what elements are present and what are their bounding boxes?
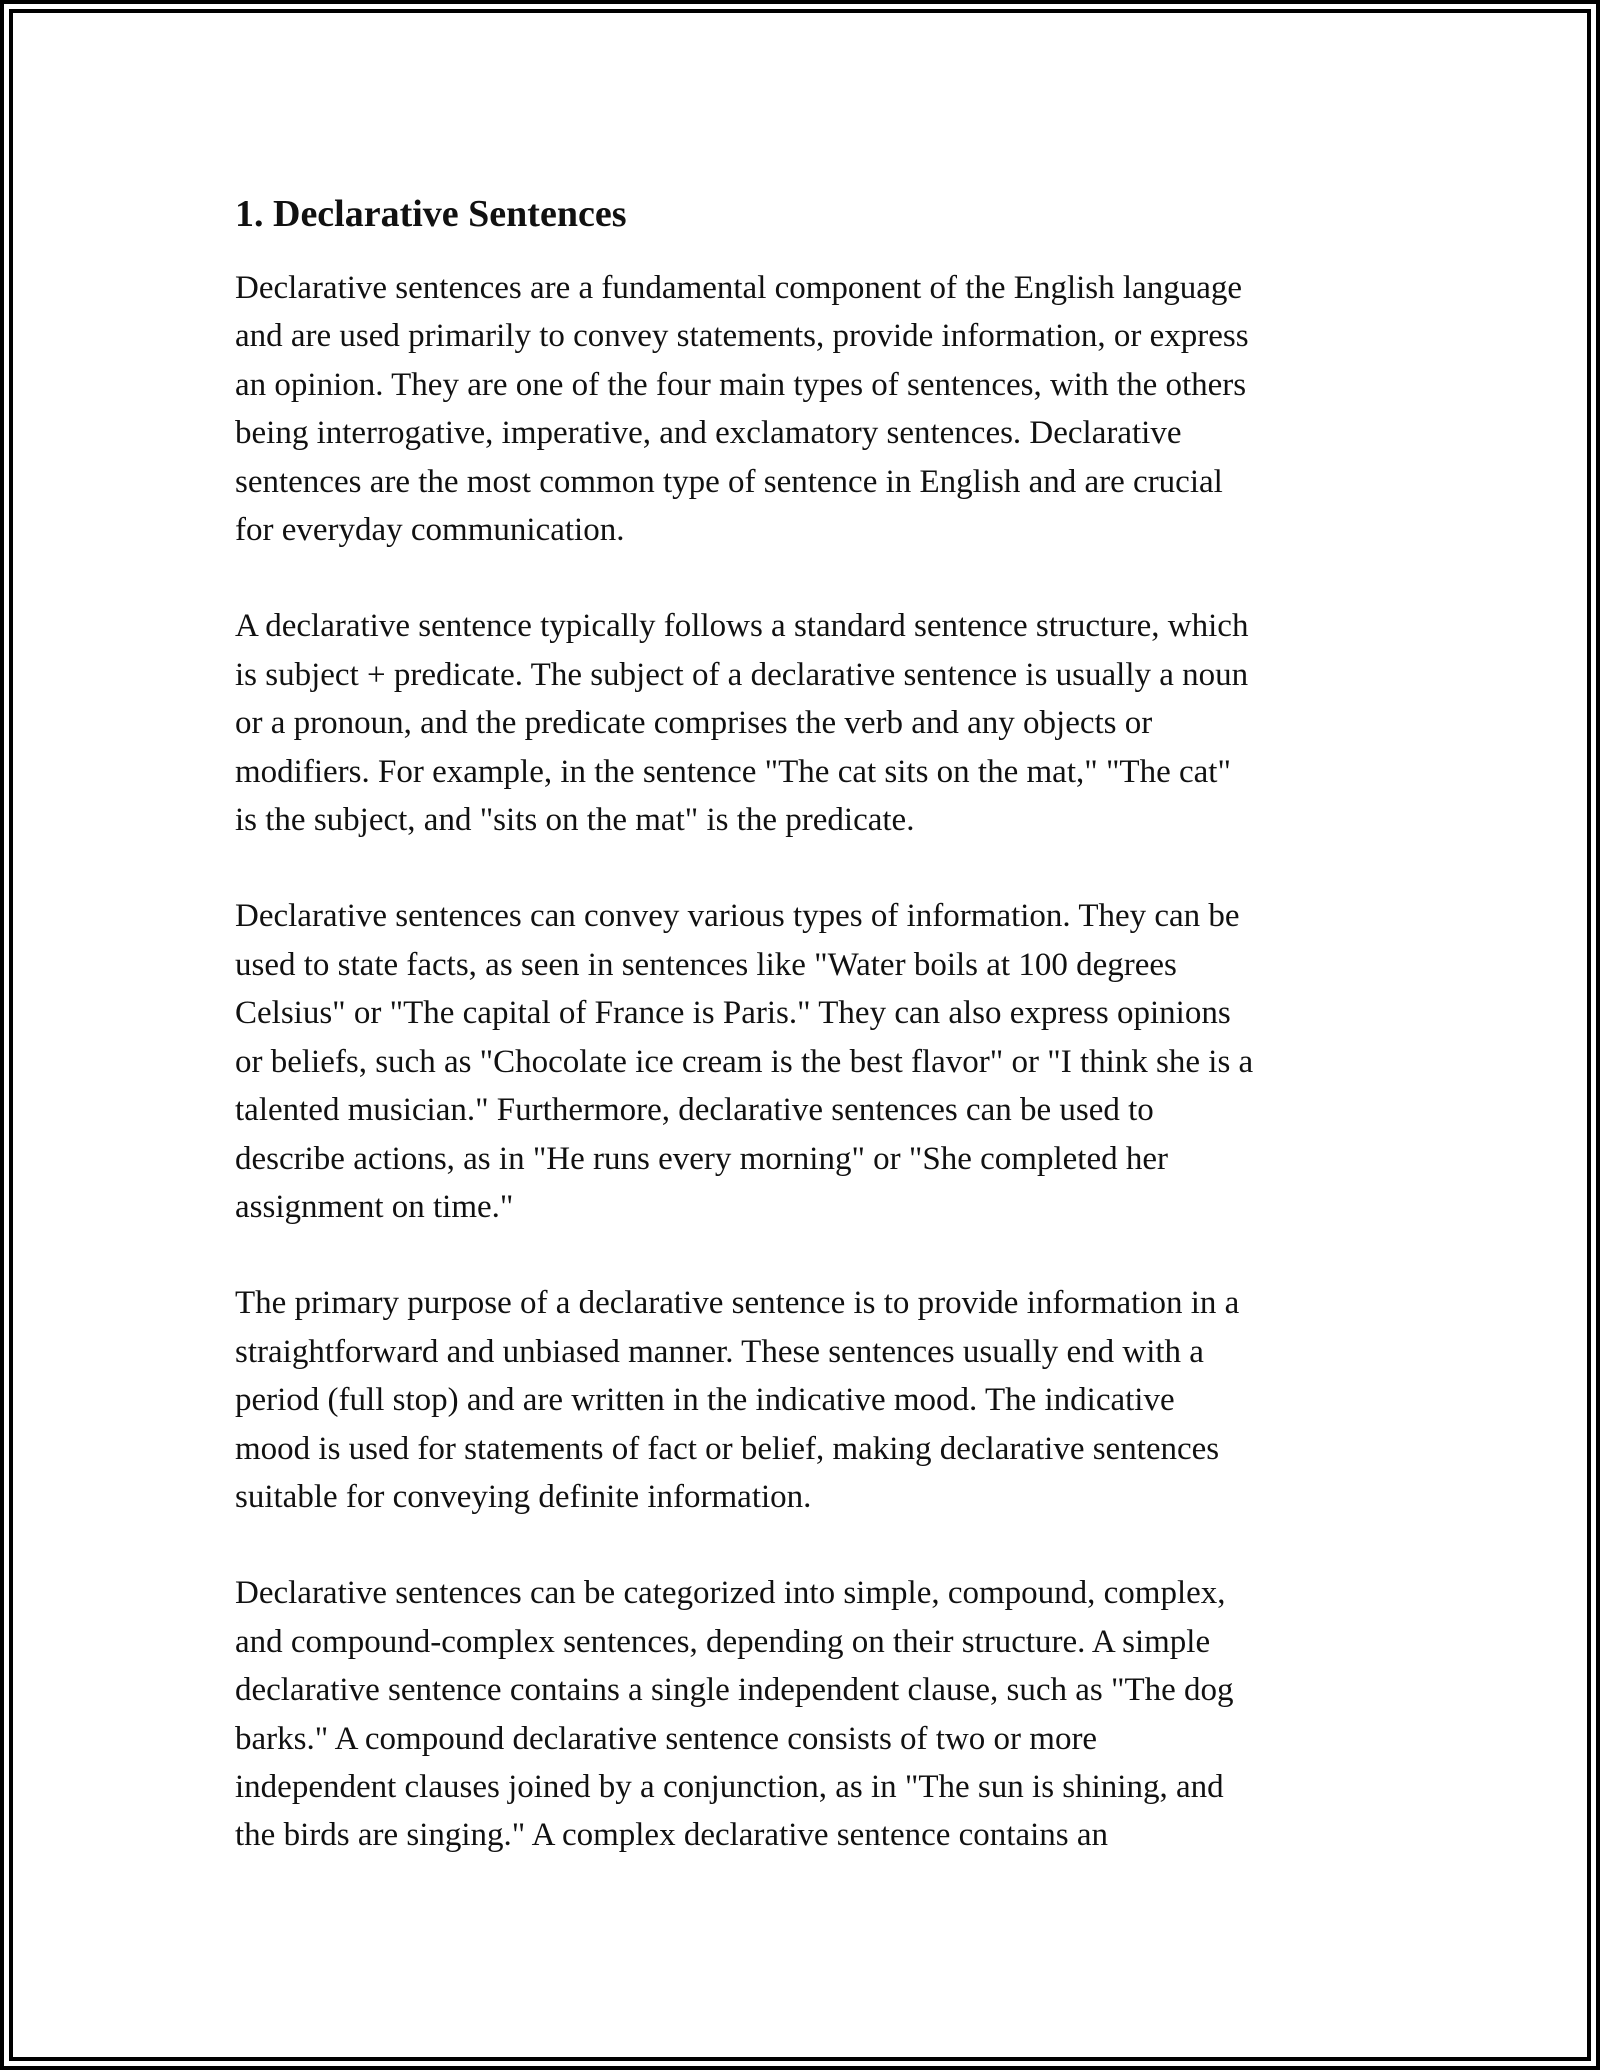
text-line: being interrogative, imperative, and exclamatory sentences. Declarative [235,415,1182,452]
section-heading: 1. Declarative Sentences [235,193,627,235]
text-line: sentences are the most common type of sentence in English and are crucial [235,463,1223,500]
text-line: independent clauses joined by a conjunction, as in "The sun is shining, and [235,1768,1224,1805]
text-line: the birds are singing." A complex declarative sentence contains an [235,1817,1109,1854]
text-line: suitable for conveying definite information. [235,1478,812,1515]
text-line: or beliefs, such as "Chocolate ice cream is the best flavor" or "I think she is a [235,1043,1254,1080]
text-line: modifiers. For example, in the sentence "The cat sits on the mat," "The cat" [235,753,1231,790]
text-line: Declarative sentences can be categorized into simple, compound, complex, [235,1575,1226,1612]
text-line: A declarative sentence typically follows a standard sentence structure, which [235,608,1249,645]
paragraph-declarative-intro [235,264,1375,554]
text-line: talented musician." Furthermore, declarative sentences can be used to [235,1092,1154,1129]
text-line: Celsius" or "The capital of France is Paris." They can also express opinions [235,995,1231,1032]
paragraph-primary-purpose [235,1279,1375,1521]
paragraph-categories [235,1569,1375,1859]
text-line: and are used primarily to convey statements, provide information, or express [235,318,1249,355]
document-content [235,186,1375,1908]
text-line: or a pronoun, and the predicate comprises the verb and any objects or [235,705,1153,742]
paragraph-structure [235,602,1375,844]
text-line: assignment on time." [235,1188,514,1225]
text-line: and compound-complex sentences, depending on their structure. A simple [235,1623,1211,1660]
text-line: The primary purpose of a declarative sentence is to provide information in a [235,1285,1240,1322]
text-line: period (full stop) and are written in the indicative mood. The indicative [235,1382,1175,1419]
text-line: for everyday communication. [235,512,625,549]
text-line: Declarative sentences can convey various types of information. They can be [235,898,1240,935]
text-line: straightforward and unbiased manner. These sentences usually end with a [235,1333,1204,1370]
text-line: mood is used for statements of fact or belief, making declarative sentences [235,1430,1220,1467]
text-line: is subject + predicate. The subject of a declarative sentence is usually a noun [235,656,1249,693]
text-line: barks." A compound declarative sentence consists of two or more [235,1720,1098,1757]
paragraph-information-types [235,892,1375,1231]
text-line: declarative sentence contains a single independent clause, such as "The dog [235,1672,1234,1709]
text-line: Declarative sentences are a fundamental component of the English language [235,270,1242,306]
text-line: an opinion. They are one of the four main types of sentences, with the others [235,366,1247,403]
text-line: describe actions, as in "He runs every morning" or "She completed her [235,1140,1168,1177]
text-line: is the subject, and "sits on the mat" is the predicate. [235,802,915,839]
text-line: used to state facts, as seen in sentences like "Water boils at 100 degrees [235,946,1177,983]
